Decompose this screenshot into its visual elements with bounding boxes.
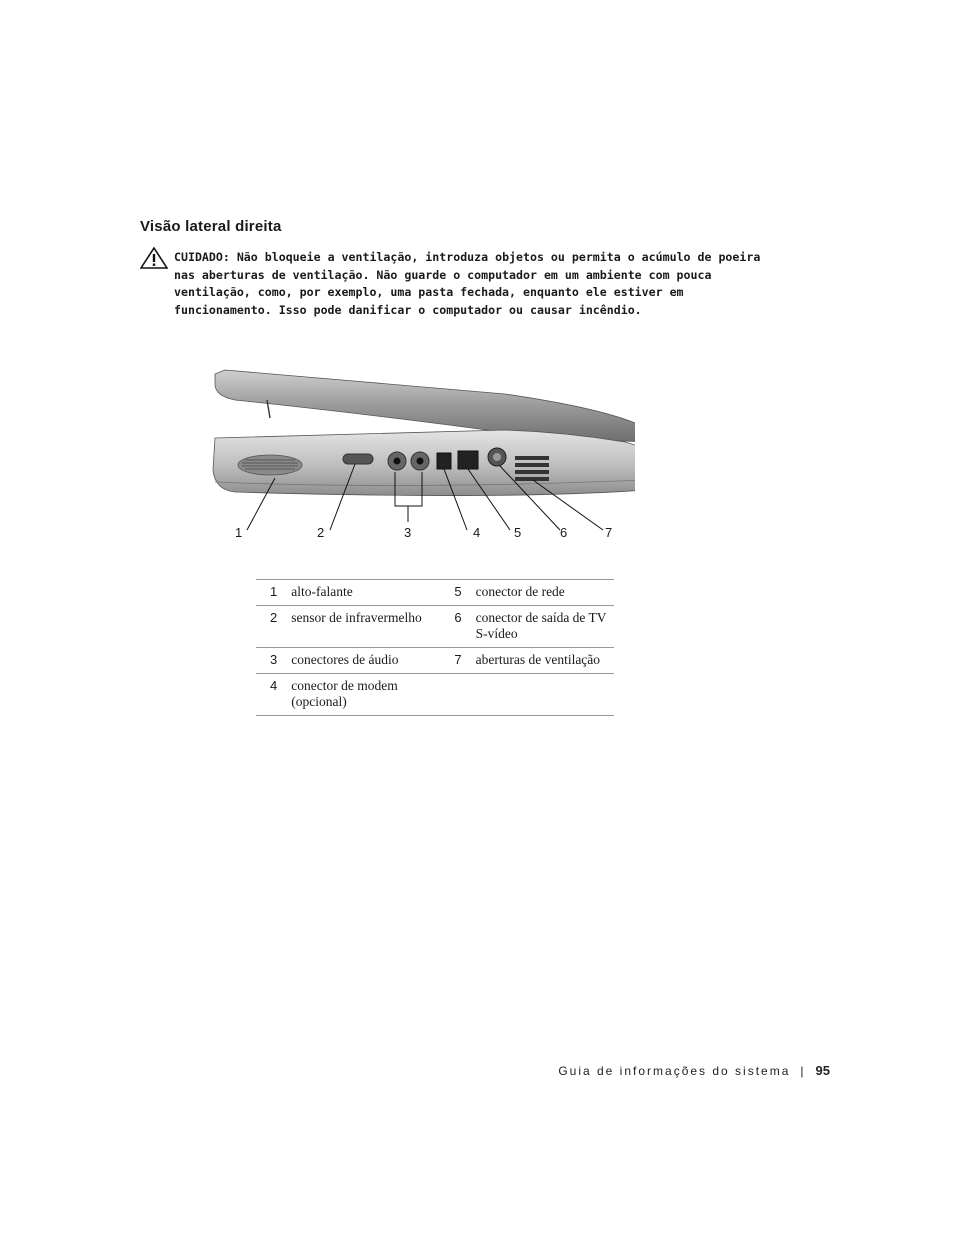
legend-description: conector de modem (opcional): [287, 674, 440, 716]
callout-1: 1: [235, 525, 243, 540]
legend-description: [472, 674, 614, 716]
warning-triangle-icon: [140, 247, 168, 269]
legend-table: [256, 579, 614, 716]
infrared-sensor: [343, 454, 373, 464]
legend-description: conector de saída de TV S-vídeo: [472, 606, 614, 648]
table-row: [256, 648, 614, 674]
speaker-grille: [238, 455, 302, 475]
legend-number: [440, 674, 471, 716]
legend-number: 7: [440, 648, 471, 674]
laptop-right-side-figure: [205, 360, 635, 560]
legend-description: sensor de infravermelho: [287, 606, 440, 648]
section-title: Visão lateral direita: [140, 218, 282, 235]
legend-description: aberturas de ventilação: [472, 648, 614, 674]
callout-7: 7: [605, 525, 613, 540]
caution-label: CUIDADO:: [174, 250, 230, 264]
callout-3: 3: [404, 525, 412, 540]
callout-4: 4: [473, 525, 481, 540]
network-connector: [458, 451, 478, 469]
callout-2: 2: [317, 525, 325, 540]
legend-description: conectores de áudio: [287, 648, 440, 674]
page-footer: [558, 1063, 830, 1078]
legend-number: 3: [256, 648, 287, 674]
legend-number: 5: [440, 580, 471, 606]
table-row: [256, 674, 614, 716]
callout-6: 6: [560, 525, 568, 540]
page-number: 95: [815, 1063, 830, 1078]
laptop-lid: [215, 370, 635, 442]
footer-title: Guia de informações do sistema: [558, 1064, 791, 1078]
table-row: [256, 580, 614, 606]
legend-number: 1: [256, 580, 287, 606]
modem-connector: [437, 453, 451, 469]
caution-body: Não bloqueie a ventilação, introduza objetos ou permita o acúmulo de poeira nas aberturas de ventilação. Não guarde o computador em um ambiente com pouca ventilação, como, por exemplo, uma pasta fechada, enquanto ele estiver em funcionamento. Isso pode danificar o computador ou causar incêndio.: [174, 250, 761, 317]
table-row: [256, 606, 614, 648]
legend-number: 4: [256, 674, 287, 716]
footer-separator: |: [800, 1064, 804, 1078]
legend-description: conector de rede: [472, 580, 614, 606]
legend-description: alto-falante: [287, 580, 440, 606]
callout-5: 5: [514, 525, 522, 540]
legend-number: 6: [440, 606, 471, 648]
laptop-illustration: [205, 360, 635, 560]
caution-text: [174, 249, 774, 319]
legend-number: 2: [256, 606, 287, 648]
